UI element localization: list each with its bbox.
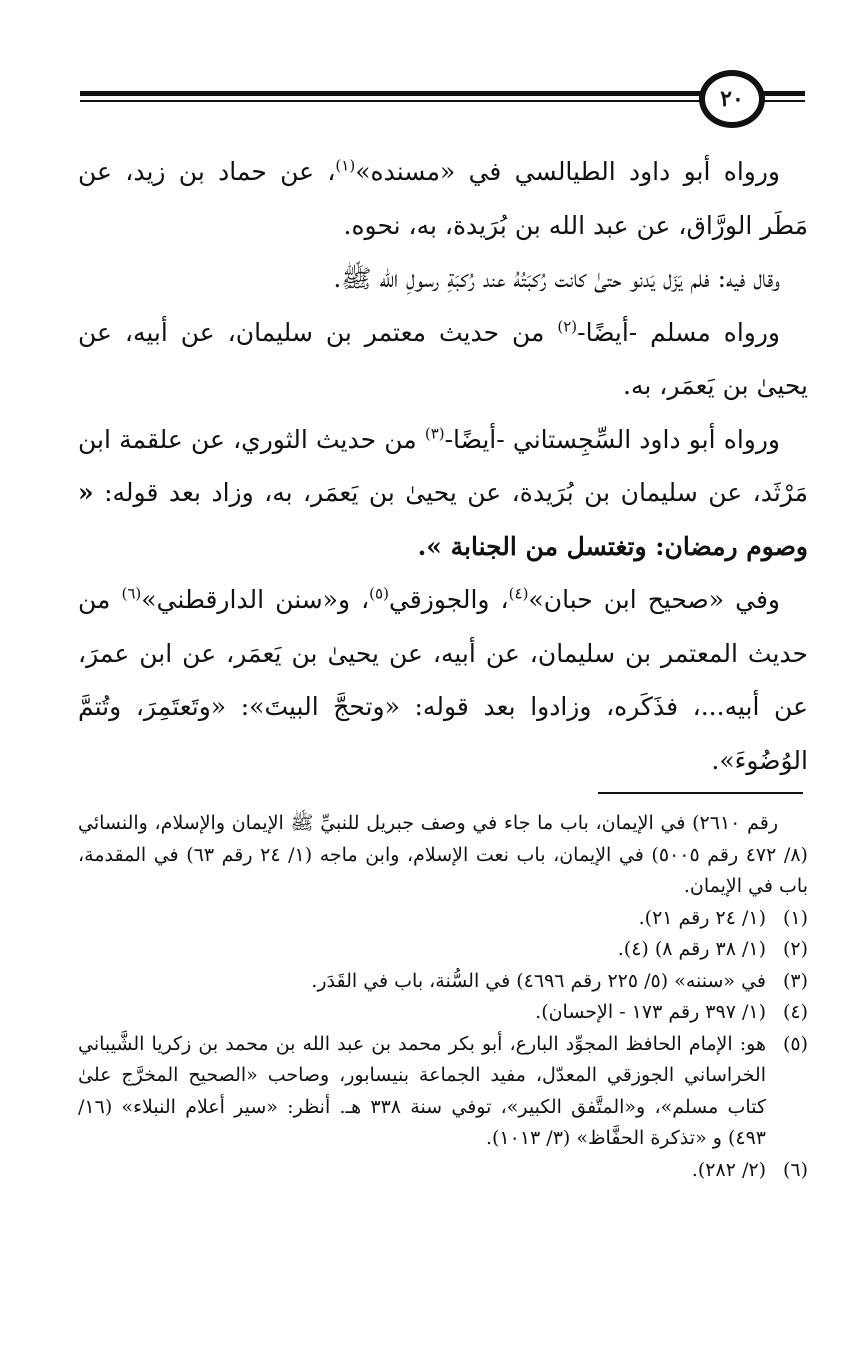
footnote-number: (٤): [782, 1001, 808, 1023]
footnotes-section: [78, 808, 808, 1186]
footnote-text: (١/ ٣٩٧ رقم ١٧٣ - الإحسان).: [535, 1001, 766, 1023]
paragraph-text: ، عن حماد بن زيد، عن مَطَر الورَّاق، عن عبد الله بن بُرَيدة، به، نحوه.: [78, 157, 808, 240]
page-number-badge: [699, 70, 765, 128]
footnote-text: (٢/ ٢٨٢).: [691, 1158, 766, 1181]
footnote-continuation: رقم ٢٦١٠) في الإيمان، باب ما جاء في وصف جبريل للنبيِّ ﷺ الإيمان والإسلام، والنسائي (٨/ ٤٧٢ رقم ٥٠٠٥) في الإيمان، باب نعت الإسلام، وابن ماجه (١/ ٢٤ رقم ٦٣) في المقدمة، باب في الإيمان.: [78, 812, 808, 897]
footnote-item: [78, 997, 808, 1029]
paragraph-text: ورواه أبو داود السِّجِستاني -أيضًا-: [444, 424, 780, 454]
footnote-ref[interactable]: (١): [335, 156, 356, 175]
body-paragraph: [78, 306, 808, 413]
paragraph-text: ورواه مسلم -أيضًا-: [577, 317, 780, 347]
paragraph-text: ، والجوزقي: [388, 585, 509, 614]
main-text: [78, 145, 808, 787]
paragraph-text: وفي «صحيح ابن حبان»: [528, 585, 780, 614]
paragraph-text: ، و«سنن الدارقطني»: [141, 585, 370, 614]
paragraph-text: وقال فيه: فلم يَزَل يَدنو حتىٰ كانت رُكبَتُهُ عند رُكبَةِ رسولِ الله ﷺ.: [333, 264, 780, 293]
footnote-item: [78, 966, 808, 998]
footnote-ref[interactable]: (٤): [508, 584, 529, 603]
footnote-item: [78, 934, 808, 966]
header-rule-right-thick: [760, 91, 805, 96]
footnote-text: (١/ ٣٨ رقم ٨) (٤).: [617, 938, 766, 960]
footnote-text: في «سننه» (٥/ ٢٢٥ رقم ٤٦٩٦) في السُّنة، باب في القَدَر.: [311, 969, 766, 992]
footnote-list: [78, 903, 808, 1187]
footnote-text: (١/ ٢٤ رقم ٢١).: [638, 906, 766, 929]
footnote-number: (١): [782, 906, 808, 929]
paragraph-text: ورواه أبو داود الطيالسي في «مسنده»: [355, 157, 780, 186]
footnote-ref[interactable]: (٢): [557, 317, 578, 336]
footnote-number: (٣): [782, 969, 808, 992]
footnote-ref[interactable]: (٥): [369, 584, 389, 603]
footnote-item: [78, 1155, 808, 1187]
body-paragraph: [78, 413, 808, 574]
paragraph-text: من حديث الثوري، عن علقمة ابن مَرْثَد، عن سليمان بن بُرَيدة، عن يحيىٰ بن يَعمَر، به، وزاد بعد قوله:: [78, 424, 808, 507]
footnote-item: [78, 903, 808, 935]
footnote-number: (٦): [782, 1158, 808, 1181]
paragraph-text: من حديث معتمر بن سليمان، عن أبيه، عن يحيىٰ بن يَعمَر، به.: [78, 317, 808, 400]
header-rule-thin: [80, 100, 702, 102]
footnote-item: [78, 1029, 808, 1155]
page-number: ٢٠: [720, 86, 744, 112]
header-rule-right-thin: [760, 100, 805, 102]
footnote-number: (٢): [782, 938, 808, 960]
footnote-ref[interactable]: (٦): [121, 584, 142, 603]
paragraph-text: من حديث المعتمر بن سليمان، عن أبيه، عن يحيىٰ بن يَعمَر، عن ابن عمرَ، عن أبيه...، فذَكَره، وزادوا بعد قوله: «وتحجَّ البيتَ»: «وتَعتَمِرَ، وتُتمَّ الوُضُوءَ».: [78, 585, 808, 775]
paragraph-text: « وصوم رمضان: وتغتسل من الجنابة ».: [78, 478, 808, 561]
body-paragraph: [78, 145, 808, 252]
body-paragraph: [78, 573, 808, 787]
footnote-number: (٥): [782, 1032, 808, 1055]
header-rule-thick: [80, 91, 702, 96]
footnote-separator: [598, 792, 803, 794]
body-paragraph: [78, 252, 808, 306]
footnote-text: هو: الإمام الحافظ المجوِّد البارع، أبو بكر محمد بن عبد الله بن محمد بن زكريا الشَّيباني الخراساني الجوزقي المعدّل، مفيد الجماعة بنيسابور، وصاحب «الصحيح المخرَّج علىٰ كتاب مسلم»، و«المتَّفق الكبير»، توفي سنة ٣٣٨ هـ. أنظر: «سير أعلام النبلاء» (١٦/ ٤٩٣) و «تذكرة الحفَّاظ» (٣/ ١٠١٣).: [78, 1032, 766, 1149]
footnote-ref[interactable]: (٣): [424, 424, 445, 443]
